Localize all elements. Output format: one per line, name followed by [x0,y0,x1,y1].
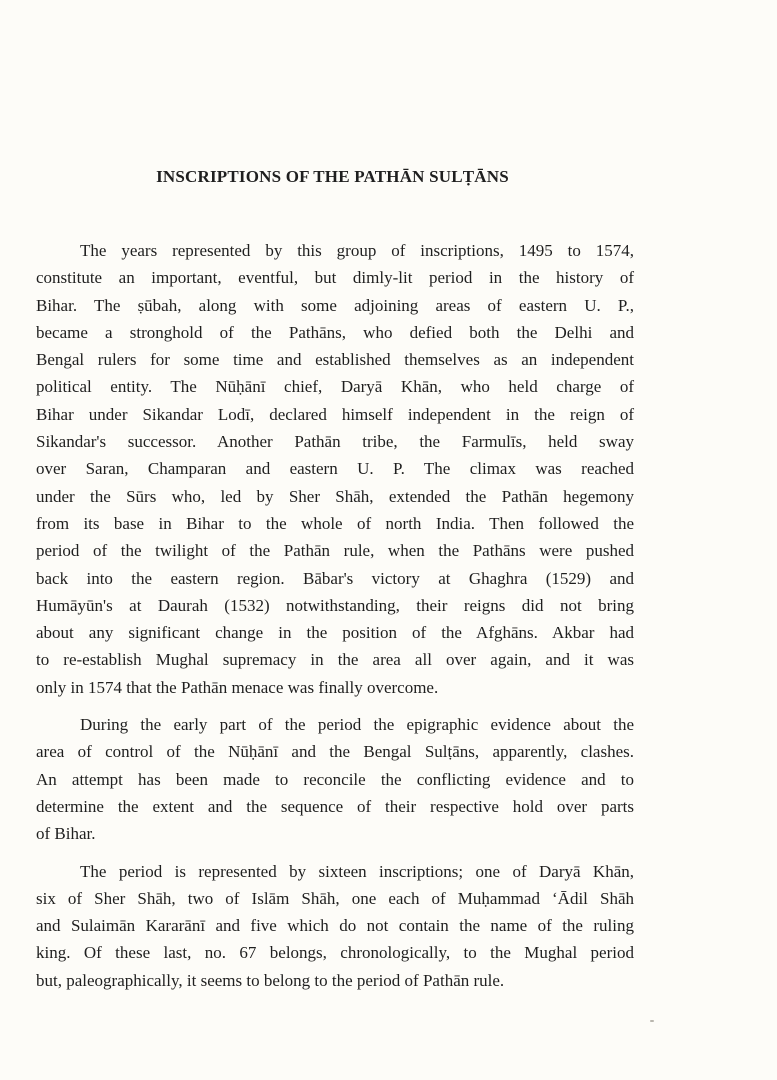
paper-speck [650,1020,654,1022]
text-line: from its base in Bihar to the whole of north India. Then followed the [36,513,634,533]
text-line: The years represented by this group of inscriptions, 1495 to 1574, [80,241,634,260]
body-text [36,237,634,1004]
text-line: Humāyūn's at Daurah (1532) notwithstanding, their reigns did not bring [36,595,634,615]
text-line: only in 1574 that the Pathān menace was finally overcome. [36,677,439,697]
text-line: Bihar under Sikandar Lodī, declared himself independent in the reign of [36,404,634,424]
text-line: period of the twilight of the Pathān rule, when the Pathāns were pushed [36,541,634,561]
text-line: under the Sūrs who, led by Sher Shāh, extended the Pathān hegemony [36,486,634,506]
text-line: area of control of the Nūḥānī and the Bengal Sulṭāns, apparently, clashes. [36,742,634,762]
text-line: back into the eastern region. Bābar's victory at Ghaghra (1529) and [36,568,634,588]
text-line: king. Of these last, no. 67 belongs, chronologically, to the Mughal period [36,943,634,963]
page-title: INSCRIPTIONS OF THE PATHĀN SULṬĀNS [156,167,509,186]
text-line: to re-establish Mughal supremacy in the area all over again, and it was [36,650,634,670]
text-line: determine the extent and the sequence of their respective hold over parts [36,796,634,816]
text-line: but, paleographically, it seems to belong to the period of Pathān rule. [36,970,505,990]
text-line: over Saran, Champaran and eastern U. P. The climax was reached [36,459,634,479]
text-line: Bengal rulers for some time and established themselves as an independent [36,350,634,370]
text-line: During the early part of the period the epigraphic evidence about the [80,715,634,735]
text-line: six of Sher Shāh, two of Islām Shāh, one each of Muḥammad ʻĀdil Shāh [36,888,634,908]
text-line: political entity. The Nūḥānī chief, Daryā Khān, who held charge of [36,377,634,397]
text-line: constitute an important, eventful, but dimly-lit period in the history of [36,268,634,288]
text-line: and Sulaimān Kararānī and five which do not contain the name of the ruling [36,916,634,936]
text-line: An attempt has been made to reconcile the conflicting evidence and to [36,769,634,789]
paragraph-3 [36,858,634,994]
text-line: Sikandar's successor. Another Pathān tribe, the Farmulīs, held sway [36,432,634,452]
paragraph-2 [36,711,634,847]
text-line: Bihar. The ṣūbah, along with some adjoining areas of eastern U. P., [36,295,634,315]
text-line: of Bihar. [36,824,96,844]
text-line: about any significant change in the position of the Afghāns. Akbar had [36,623,634,643]
paragraph-1 [36,237,634,701]
text-line: became a stronghold of the Pathāns, who defied both the Delhi and [36,322,634,342]
text-line: The period is represented by sixteen inscriptions; one of Daryā Khān, [80,861,634,881]
